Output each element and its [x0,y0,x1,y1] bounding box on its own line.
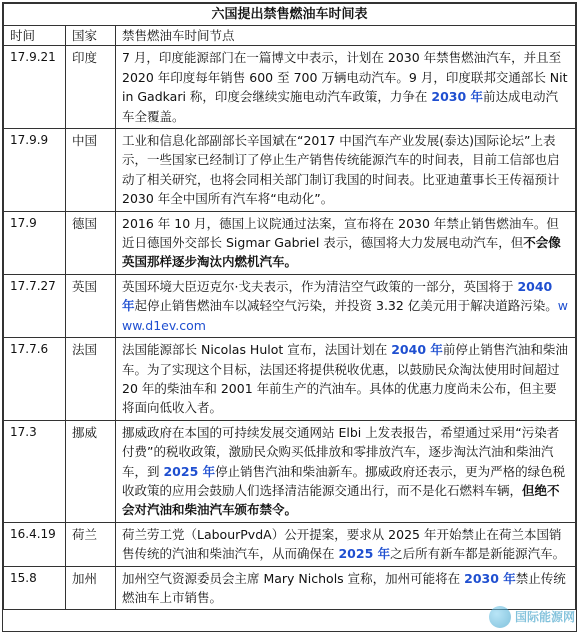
row-time: 17.7.6 [4,338,66,421]
row-country: 中国 [66,129,116,212]
text-segment: 前停止销售汽油和柴油车。为了实现这个目标，法国还将提供税收优惠，以鼓励民众淘汰使用时间超过 20 年的柴油车和 2001 年前生产的汽油车。具体的优惠力度尚未公布，但主要将面向低收入者。 [122,342,568,416]
row-description [116,274,576,337]
table-row [4,566,576,610]
text-segment: 禁止传统燃油车上市销售。 [122,570,566,605]
ban-schedule-table [3,3,576,610]
row-country: 英国 [66,274,116,337]
table-row [4,420,576,522]
table-row [4,274,576,337]
row-description [116,566,576,610]
table-title: 六国提出禁售燃油车时间表 [4,4,576,26]
row-time: 16.4.19 [4,522,66,566]
bold-text: 不会像英国那样逐步淘汰内燃机汽车。 [122,235,561,270]
row-description [116,46,576,129]
bold-text: 但绝不会对汽油和柴油汽车颁布禁令。 [122,482,560,518]
header-time: 时间 [4,26,66,46]
highlight-year: 2025 年 [338,546,391,562]
table-row [4,338,576,421]
watermark-text: 国际能源网 [514,609,575,624]
timeline-table-document [2,2,577,632]
row-country: 荷兰 [66,522,116,566]
row-country: 法国 [66,338,116,421]
text-segment: 法国能源部长 Nicolas Hulot 宣布，法国计划在 [122,342,392,358]
highlight-year: 2040 年 [122,278,553,314]
row-description [116,129,576,212]
row-description [116,522,576,566]
row-time: 17.9.9 [4,129,66,212]
row-description [116,338,576,421]
row-time: 17.3 [4,420,66,522]
header-country: 国家 [66,26,116,46]
row-country: 加州 [66,566,116,610]
row-country: 德国 [66,211,116,274]
text-segment: 停止销售汽油和柴油新车。挪威政府还表示，更为严格的绿色税收政策的应用会鼓励人们选择清洁能源交通出行，而不是化石燃料车辆， [122,463,566,498]
row-time: 17.9.21 [4,46,66,129]
source-link[interactable]: www.d1ev.com [122,298,569,333]
row-country: 印度 [66,46,116,129]
text-segment: 挪威政府在本国的可持续发展交通网站 Elbi 上发表报告，希望通过采用“污染者付费”的税收政策，激励民众购买低排放和零排放汽车，逐步淘汰汽油和柴油汽车，到 [122,424,560,479]
highlight-year: 2025 年 [163,463,216,479]
highlight-year: 2030 年 [431,89,484,105]
row-country: 挪威 [66,420,116,522]
header-row [4,26,576,46]
text-segment: 加州空气资源委员会主席 Mary Nichols 宣称，加州可能将在 [122,570,465,586]
table-row [4,129,576,212]
text-segment: 前达成电动汽车全覆盖。 [122,89,559,124]
row-time: 15.8 [4,566,66,610]
highlight-year: 2030 年 [464,570,516,586]
text-segment: 2016 年 10 月，德国上议院通过法案，宣布将在 2030 年禁止销售燃油车。但近日德国外交部长 Sigmar Gabriel 表示，德国将大力发展电动汽车，但 [122,215,559,251]
text-segment: 起停止销售燃油车以减轻空气污染，并投资 3.32 亿美元用于解决道路污染。 [134,298,558,314]
row-time: 17.7.27 [4,274,66,337]
table-row [4,211,576,274]
row-time: 17.9 [4,211,66,274]
row-description [116,420,576,522]
text-segment: 工业和信息化部副部长辛国斌在“2017 中国汽车产业发展(泰达)国际论坛”上表示，一些国家已经制订了停止生产销售传统能源汽车的时间表，目前工信部也启动了相关研究，也将会同相关部门制订我国的时间表。比亚迪董事长王传福预计 2030 年全中国所有汽车将“电动化”。 [122,133,560,207]
row-description [116,211,576,274]
text-segment: 英国环境大臣迈克尔·戈夫表示，作为清洁空气政策的一部分，英国将于 [122,278,518,294]
table-row [4,46,576,129]
text-segment: 之后所有新车都是新能源汽车。 [390,546,566,562]
highlight-year: 2040 年 [391,342,443,358]
table-row [4,522,576,566]
header-node: 禁售燃油车时间节点 [116,26,576,46]
text-segment: 荷兰劳工党（LabourPvdA）公开提案，要求从 2025 年开始禁止在荷兰本国销售传统的汽油和柴油汽车，从而确保在 [122,526,562,562]
text-segment: 7 月，印度能源部门在一篇博文中表示，计划在 2030 年禁售燃油汽车，并且至 2020 年印度每年销售 600 至 700 万辆电动汽车。9 月，印度联邦交通部长 Nitin Gadkari 称，印度会继续实施电动汽车政策，力争在 [122,50,568,105]
